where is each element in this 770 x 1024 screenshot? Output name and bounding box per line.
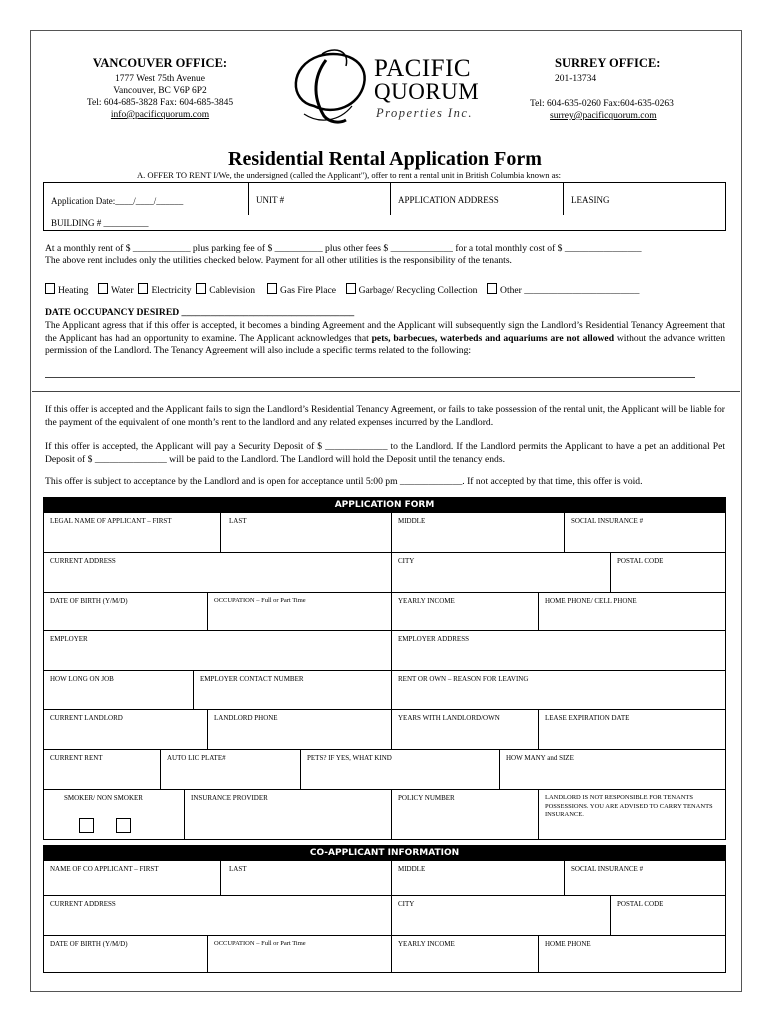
form-title: Residential Rental Application Form [228, 148, 542, 170]
employer-address-field[interactable] [392, 631, 726, 671]
date-of-birth-label: DATE OF BIRTH (Y/M/D) [50, 597, 128, 605]
unit-label: UNIT # [256, 195, 285, 205]
co-yearly-income-field[interactable] [392, 936, 539, 972]
co-current-address-label: CURRENT ADDRESS [50, 900, 116, 908]
deposit-paragraph: If this offer is accepted, the Applicant will pay a Security Deposit of $ _____________ to the Landlord. If the Landlord permits the Applicant to have a pet an additional Pet Deposit of $ _______________ will be paid to the Landlord. The Landlord will hold the Deposit until the tenancy ends. [45, 441, 725, 465]
failure-paragraph: If this offer is accepted and the Applicant fails to sign the Landlord’s Residential Tenancy Agreement, or fails to take possession of the rental unit, the Applicant will be liable for the payment of the equivalent of one month’s rent to the landlord and any related expenses incurred by the Landlord. [45, 404, 725, 428]
co-city-label: CITY [398, 900, 415, 908]
utility-cablevision[interactable] [196, 285, 255, 296]
auto-lic-plate-field[interactable] [161, 750, 301, 790]
pets-label: PETS? IF YES, WHAT KIND [307, 754, 392, 762]
postal-code-field[interactable] [611, 553, 726, 593]
acceptance-paragraph: This offer is subject to acceptance by the Landlord and is open for acceptance until 5:00 pm _____________. If not accepted by that time, this offer is void. [45, 476, 643, 487]
co-last-name-field[interactable] [221, 861, 392, 896]
employer-address-label: EMPLOYER ADDRESS [398, 635, 469, 643]
current-rent-field[interactable] [44, 750, 161, 790]
landlord-phone-field[interactable] [208, 710, 392, 750]
agreement-text-1: The Applicant agress that if this offer is accepted, it becomes a binding Agreement and the Applicant will subsequently sign the Landlord’s Residential Tenancy Agreement that the Applicant has had an opportunity to examine. The Applicant acknowledges that [45, 320, 725, 344]
top-info-table [43, 182, 726, 231]
co-first-name-label: NAME OF CO APPLICANT – FIRST [50, 865, 159, 873]
heating-checkbox[interactable] [45, 283, 55, 294]
insurance-provider-field[interactable] [185, 790, 392, 840]
landlord-phone-label: LANDLORD PHONE [214, 714, 278, 722]
legal-first-name-label: LEGAL NAME OF APPLICANT – FIRST [50, 517, 172, 525]
landlord-note-text: LANDLORD IS NOT RESPONSIBLE FOR TENANTS POSSESSIONS. YOU ARE ADVISED TO CARRY TENANTS INSURANCE. [545, 794, 713, 818]
logo-text-line2: QUORUM [374, 79, 480, 104]
application-address-label: APPLICATION ADDRESS [398, 195, 499, 205]
heating-label: Heating [58, 285, 89, 296]
non-smoker-checkbox[interactable] [116, 818, 131, 833]
co-yearly-income-label: YEARLY INCOME [398, 940, 455, 948]
how-long-on-job-field[interactable] [44, 671, 194, 710]
gas-fireplace-label: Gas Fire Place [280, 285, 336, 296]
company-logo [284, 46, 484, 126]
pets-field[interactable] [301, 750, 500, 790]
surrey-office-block [530, 56, 720, 122]
water-checkbox[interactable] [98, 283, 108, 294]
current-landlord-field[interactable] [44, 710, 208, 750]
vancouver-address: 1777 West 75th Avenue [115, 74, 205, 84]
years-with-landlord-label: YEARS WITH LANDLORD/OWN [398, 714, 500, 722]
application-form-grid [43, 513, 726, 840]
current-address-label: CURRENT ADDRESS [50, 557, 116, 565]
application-date-cell[interactable] [44, 183, 249, 215]
utilities-checkbox-row [45, 283, 639, 298]
lease-expiration-field[interactable] [539, 710, 726, 750]
leasing-cell[interactable] [564, 183, 725, 215]
application-address-cell[interactable] [391, 183, 564, 215]
how-many-size-label: HOW MANY and SIZE [506, 754, 574, 762]
yearly-income-label: YEARLY INCOME [398, 597, 455, 605]
how-long-on-job-label: HOW LONG ON JOB [50, 675, 114, 683]
surrey-phone: Tel: 604-635-0260 Fax:604-635-0263 [530, 99, 674, 109]
date-of-birth-field[interactable] [44, 593, 208, 631]
home-phone-label: HOME PHONE/ CELL PHONE [545, 597, 637, 605]
logo-text-line3: Properties Inc. [376, 106, 474, 120]
social-insurance-label: SOCIAL INSURANCE # [571, 517, 644, 525]
co-occupation-label: OCCUPATION – Full or Part Time [214, 940, 306, 947]
how-many-size-field[interactable] [500, 750, 726, 790]
current-landlord-label: CURRENT LANDLORD [50, 714, 123, 722]
co-date-of-birth-label: DATE OF BIRTH (Y/M/D) [50, 940, 128, 948]
vancouver-city: Vancouver, BC V6P 6P2 [113, 86, 207, 96]
city-label: CITY [398, 557, 415, 565]
last-name-label: LAST [229, 517, 247, 525]
co-middle-name-field[interactable] [392, 861, 565, 896]
utility-electricity[interactable] [138, 285, 191, 296]
co-applicant-grid [43, 861, 726, 973]
application-date-label: Application Date:____/____/______ [51, 196, 184, 206]
logo-q-mark-icon [284, 46, 374, 126]
other-checkbox[interactable] [487, 283, 497, 294]
smoker-checkbox[interactable] [79, 818, 94, 833]
cablevision-checkbox[interactable] [196, 283, 206, 294]
monthly-rent-line: At a monthly rent of $ ____________ plus parking fee of $ __________ plus other fees $ _____________ for a total monthly cost of $ ________________ [45, 243, 642, 254]
employer-field[interactable] [44, 631, 392, 671]
co-social-insurance-label: SOCIAL INSURANCE # [571, 865, 644, 873]
landlord-note-cell [539, 790, 726, 840]
policy-number-field[interactable] [392, 790, 539, 840]
cablevision-label: Cablevision [209, 285, 256, 296]
current-address-field[interactable] [44, 553, 392, 593]
utility-water[interactable] [98, 285, 134, 296]
current-rent-label: CURRENT RENT [50, 754, 103, 762]
co-last-name-label: LAST [229, 865, 247, 873]
agreement-paragraph [45, 320, 725, 358]
co-city-field[interactable] [392, 896, 611, 936]
lease-expiration-label: LEASE EXPIRATION DATE [545, 714, 630, 722]
unit-cell[interactable] [249, 183, 391, 215]
city-field[interactable] [392, 553, 611, 593]
smoker-field [44, 790, 185, 840]
middle-name-field[interactable] [392, 513, 565, 553]
auto-lic-plate-label: AUTO LIC PLATE# [167, 754, 226, 762]
gas-fireplace-checkbox[interactable] [267, 283, 277, 294]
leasing-label: LEASING [571, 195, 610, 205]
middle-name-label: MIDDLE [398, 517, 426, 525]
employer-label: EMPLOYER [50, 635, 88, 643]
insurance-provider-label: INSURANCE PROVIDER [191, 794, 268, 802]
agreement-bold-text: pets, barbecues, waterbeds and aquariums are not allowed [371, 332, 615, 344]
surrey-office-title: SURREY OFFICE: [555, 56, 661, 70]
surrey-unit: 201-13734 [555, 74, 597, 84]
vancouver-email-link[interactable]: info@pacificquorum.com [110, 110, 210, 120]
occupation-label: OCCUPATION – Full or Part Time [214, 597, 306, 604]
vancouver-phone: Tel: 604-685-3828 Fax: 604-685-3845 [86, 98, 234, 108]
co-social-insurance-field[interactable] [565, 861, 726, 896]
co-postal-code-label: POSTAL CODE [617, 900, 664, 908]
social-insurance-field[interactable] [565, 513, 726, 553]
rent-or-own-field[interactable] [392, 671, 726, 710]
co-home-phone-field[interactable] [539, 936, 726, 972]
smoker-label: SMOKER/ NON SMOKER [64, 794, 143, 802]
last-name-field[interactable] [221, 513, 392, 553]
employer-contact-field[interactable] [194, 671, 392, 710]
surrey-email-link[interactable]: surrey@pacificquorum.com [550, 111, 657, 121]
electricity-checkbox[interactable] [138, 283, 148, 294]
garbage-checkbox[interactable] [346, 283, 356, 294]
co-postal-code-field[interactable] [611, 896, 726, 936]
employer-contact-label: EMPLOYER CONTACT NUMBER [200, 675, 304, 683]
application-form-header: APPLICATION FORM [43, 497, 726, 513]
co-middle-name-label: MIDDLE [398, 865, 426, 873]
rent-or-own-label: RENT OR OWN – REASON FOR LEAVING [398, 675, 529, 683]
occupation-field[interactable] [208, 593, 392, 631]
water-label: Water [110, 285, 134, 296]
terms-line-2[interactable] [32, 391, 740, 392]
building-number-field[interactable]: BUILDING # __________ [51, 218, 149, 228]
logo-text-line1: PACIFIC [374, 55, 472, 82]
policy-number-label: POLICY NUMBER [398, 794, 455, 802]
date-occupancy-field[interactable]: DATE OCCUPANCY DESIRED ____________________________________ [45, 307, 355, 318]
utility-other[interactable] [487, 285, 639, 296]
co-current-address-field[interactable] [44, 896, 392, 936]
years-with-landlord-field[interactable] [392, 710, 539, 750]
utility-gas-fireplace[interactable] [267, 285, 336, 296]
co-date-of-birth-field[interactable] [44, 936, 208, 972]
home-phone-field[interactable] [539, 593, 726, 631]
legal-first-name-field[interactable] [44, 513, 221, 553]
agreement-text-2: without the advance written permission of the Landlord. The Tenancy Agreement will also include a specific terms related to the following: [45, 332, 725, 357]
vancouver-office-title: VANCOUVER OFFICE: [92, 56, 228, 70]
co-applicant-header: CO-APPLICANT INFORMATION [43, 845, 726, 861]
co-occupation-field[interactable] [208, 936, 392, 972]
electricity-label: Electricity [151, 285, 192, 296]
offer-to-rent-line: A. OFFER TO RENT I/We, the undersigned (called the Applicant"), offer to rent a rental unit in British Columbia known as: [137, 170, 562, 180]
vancouver-office-block [60, 56, 260, 121]
co-home-phone-label: HOME PHONE [545, 940, 591, 948]
utility-heating[interactable] [45, 285, 88, 296]
other-label: Other ________________________ [500, 285, 640, 296]
garbage-label: Garbage/ Recycling Collection [358, 285, 478, 296]
terms-line-1[interactable] [45, 377, 695, 378]
utilities-note: The above rent includes only the utilities checked below. Payment for all other utilities is the responsibility of the tenants. [45, 255, 512, 266]
yearly-income-field[interactable] [392, 593, 539, 631]
co-first-name-field[interactable] [44, 861, 221, 896]
postal-code-label: POSTAL CODE [617, 557, 664, 565]
utility-garbage[interactable] [346, 285, 478, 296]
